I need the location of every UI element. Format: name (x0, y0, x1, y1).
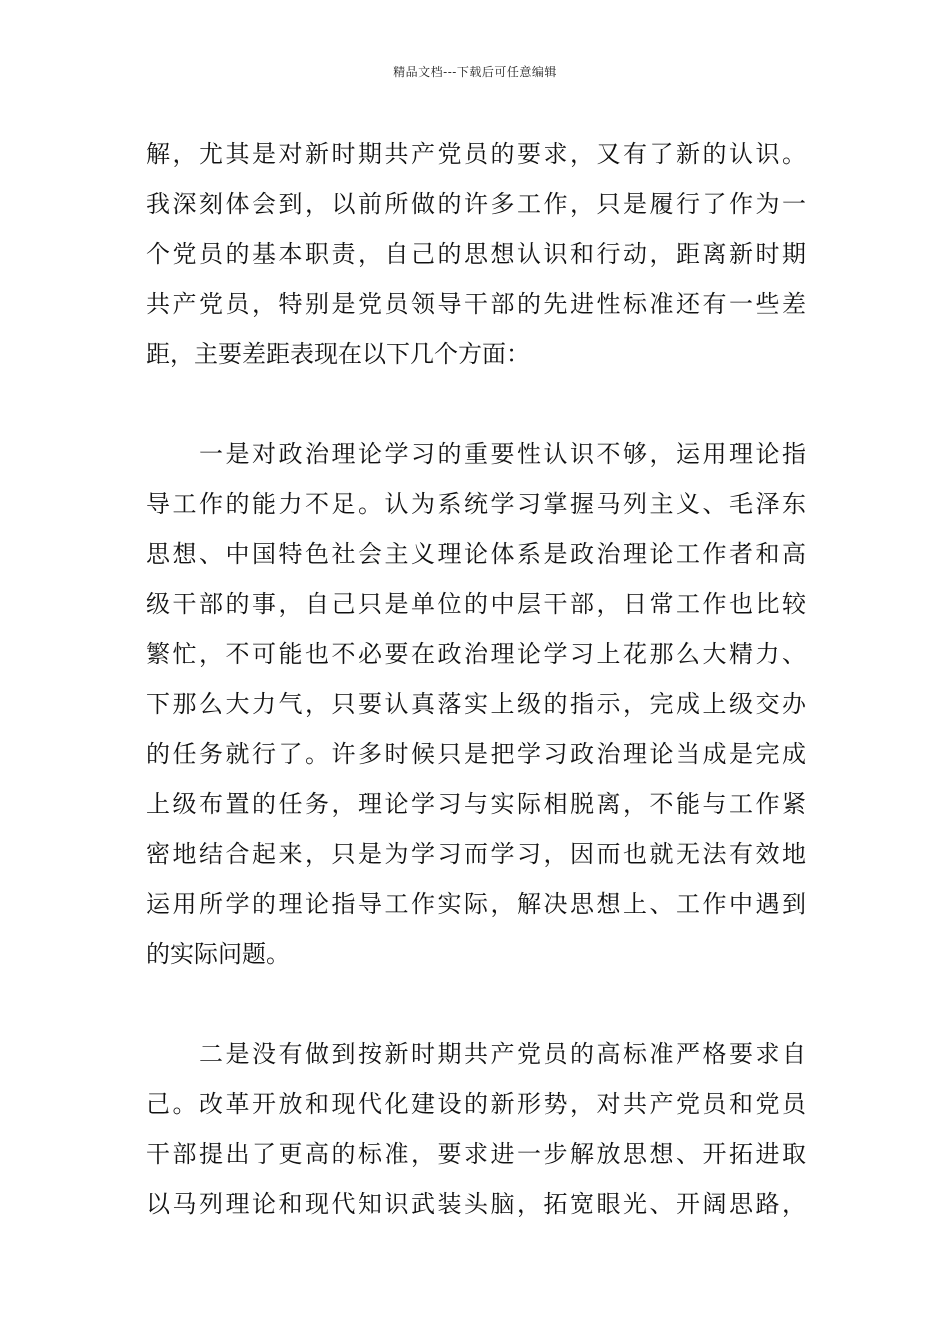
text-line: 下那么大力气，只要认真落实上级的指示，完成上级交办 (146, 690, 806, 718)
text-line: 己。改革开放和现代化建设的新形势，对共产党员和党员 (146, 1090, 806, 1118)
text-line: 导工作的能力不足。认为系统学习掌握马列主义、毛泽东 (146, 490, 806, 518)
text-line: 二是没有做到按新时期共产党员的高标准严格要求自 (146, 1040, 806, 1068)
text-line: 密地结合起来，只是为学习而学习，因而也就无法有效地 (146, 840, 806, 868)
paragraph-gap (146, 979, 806, 1029)
paragraph-3 (146, 1029, 806, 1229)
text-line: 的任务就行了。许多时候只是把学习政治理论当成是完成 (146, 740, 806, 768)
paragraph-1 (146, 129, 806, 379)
text-line: 距，主要差距表现在以下几个方面： (146, 340, 530, 368)
text-line: 运用所学的理论指导工作实际，解决思想上、工作中遇到 (146, 890, 806, 918)
text-line: 级干部的事，自己只是单位的中层干部，日常工作也比较 (146, 590, 806, 618)
text-line: 以马列理论和现代知识武装头脑，拓宽眼光、开阔思路， (146, 1190, 806, 1218)
text-line: 的实际问题。 (146, 940, 290, 968)
text-line: 上级布置的任务，理论学习与实际相脱离，不能与工作紧 (146, 790, 806, 818)
text-line: 我深刻体会到，以前所做的许多工作，只是履行了作为一 (146, 190, 806, 218)
text-line: 干部提出了更高的标准，要求进一步解放思想、开拓进取 (146, 1140, 806, 1168)
document-body (146, 129, 806, 1229)
paragraph-gap (146, 379, 806, 429)
text-line: 共产党员，特别是党员领导干部的先进性标准还有一些差 (146, 290, 806, 318)
text-line: 个党员的基本职责，自己的思想认识和行动，距离新时期 (146, 240, 806, 268)
text-line: 一是对政治理论学习的重要性认识不够，运用理论指 (146, 440, 806, 468)
text-line: 繁忙，不可能也不必要在政治理论学习上花那么大精力、 (146, 640, 806, 668)
text-line: 思想、中国特色社会主义理论体系是政治理论工作者和高 (146, 540, 806, 568)
text-line: 解，尤其是对新时期共产党员的要求，又有了新的认识。 (146, 140, 806, 168)
paragraph-2 (146, 429, 806, 979)
page-header: 精品文档---下载后可任意编辑 (393, 65, 557, 79)
